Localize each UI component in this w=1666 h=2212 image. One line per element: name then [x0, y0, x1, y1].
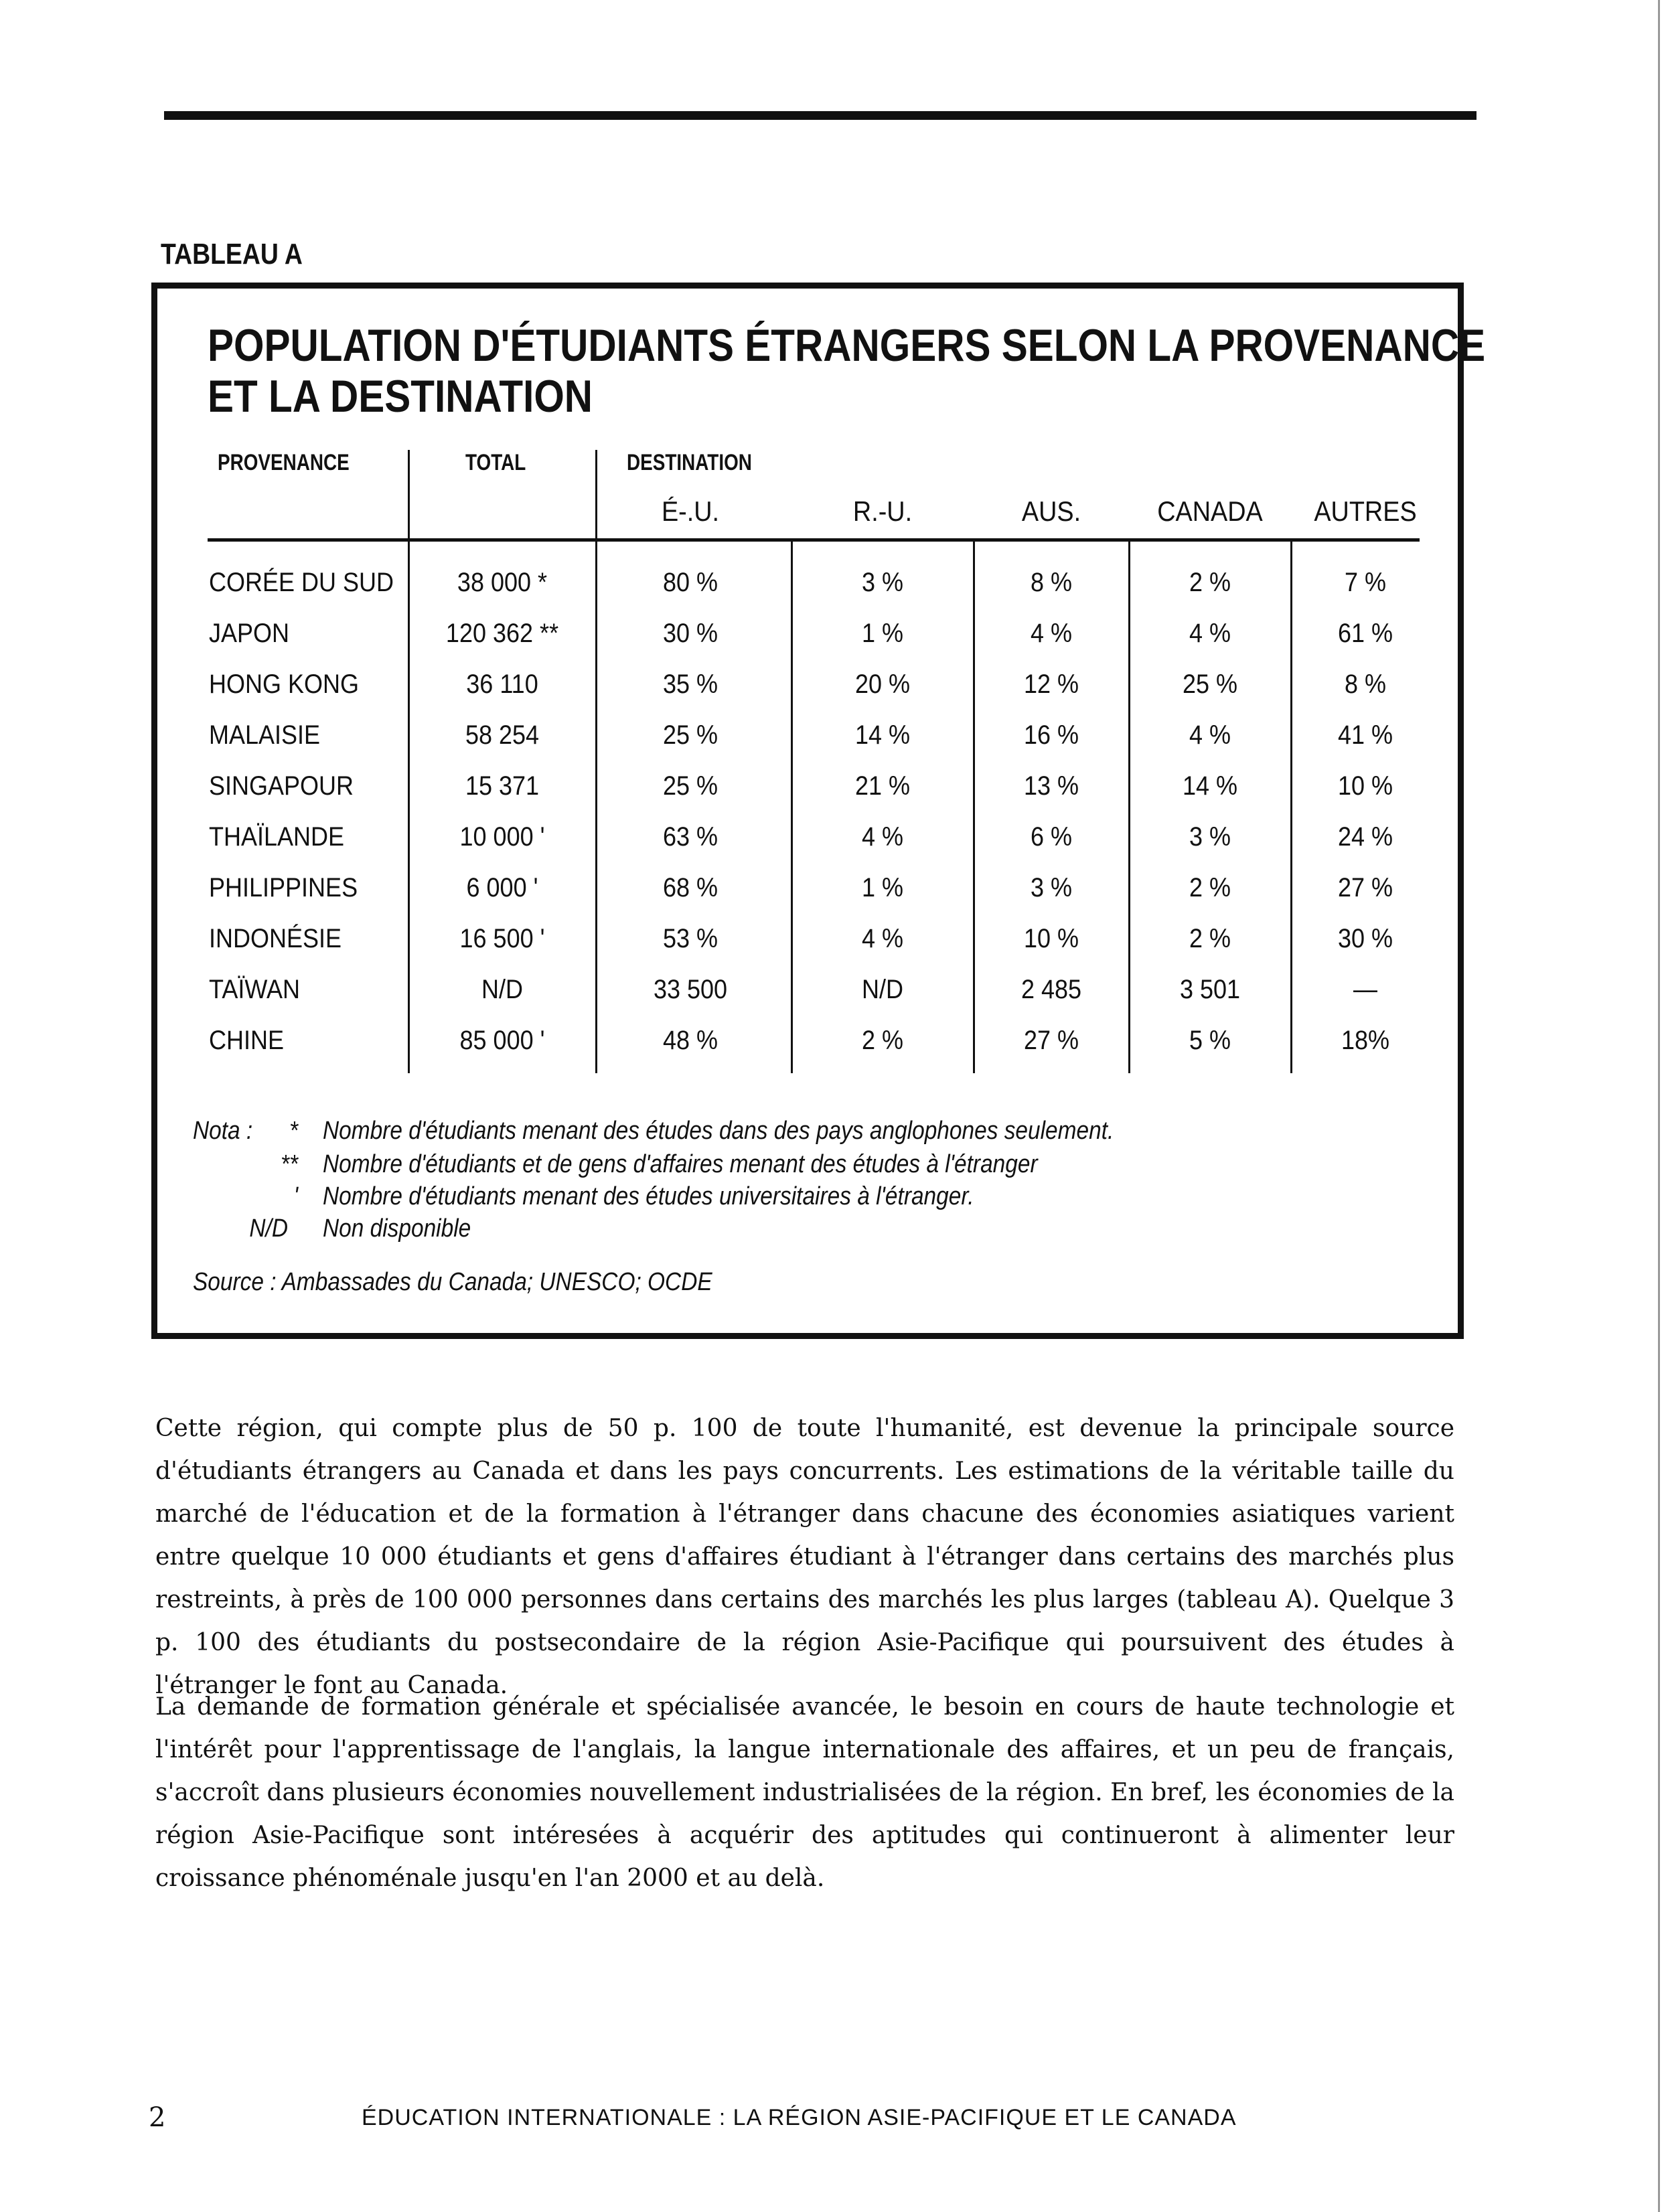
cell-eu: 25 %: [662, 771, 718, 801]
cell-provenance: HONG KONG: [209, 669, 360, 699]
running-footer: ÉDUCATION INTERNATIONALE : LA RÉGION ASIE-PACIFIQUE ET LE CANADA: [362, 2105, 1237, 2130]
cell-autres: 18%: [1341, 1026, 1390, 1055]
cell-total: 38 000 *: [457, 568, 548, 597]
cell-provenance: JAPON: [209, 619, 290, 648]
cell-eu: 68 %: [662, 873, 718, 902]
top-rule: [164, 111, 1476, 120]
cell-autres: —: [1353, 975, 1377, 1004]
cell-ru: N/D: [861, 975, 903, 1004]
header-rule: [208, 538, 1420, 542]
cell-eu: 48 %: [662, 1026, 718, 1055]
cell-total: 36 110: [466, 669, 538, 699]
cell-provenance: SINGAPOUR: [209, 771, 354, 801]
page-number: 2: [149, 2102, 166, 2133]
cell-ru: 14 %: [854, 720, 911, 750]
table-row: [0, 659, 1666, 710]
header-destination: DESTINATION: [627, 450, 752, 475]
header-total: TOTAL: [465, 450, 526, 475]
body-paragraph: Cette région, qui compte plus de 50 p. 100 de toute l'humanité, est devenue la principale source d'étudiants étrangers au Canada et dans les pays concurrents. Les estimations de la véritable taille du marché de l'éducation et de la formation à l'étranger dans chacune des économies asiatiques varient entre quelque 10 000 étudiants et gens d'affaires étudiant à l'étranger dans certains des marchés plus restreints, à près de 100 000 personnes dans certains des marchés les plus larges (tableau A). Quelque 3 p. 100 des étudiants du postsecondaire de la région Asie-Pacifique qui poursuivent des études à l'étranger le font au Canada.: [155, 1415, 1454, 1699]
header-autres: AUTRES: [1314, 495, 1417, 527]
cell-total: 85 000 ': [459, 1026, 545, 1055]
cell-autres: 24 %: [1337, 822, 1393, 852]
cell-aus: 13 %: [1023, 771, 1079, 801]
cell-provenance: CHINE: [209, 1026, 285, 1055]
cell-canada: 3 501: [1179, 975, 1241, 1004]
cell-canada: 2 %: [1189, 568, 1231, 597]
cell-aus: 10 %: [1023, 924, 1079, 953]
cell-ru: 4 %: [861, 924, 904, 953]
cell-eu: 35 %: [662, 669, 718, 699]
cell-eu: 80 %: [662, 568, 718, 597]
note-text: Nombre d'étudiants et de gens d'affaires menant des études à l'étranger: [323, 1150, 1038, 1178]
cell-aus: 12 %: [1023, 669, 1079, 699]
table-row: [0, 557, 1666, 608]
cell-eu: 25 %: [662, 720, 718, 750]
cell-autres: 8 %: [1344, 669, 1387, 699]
body-paragraph: La demande de formation générale et spécialisée avancée, le besoin en cours de haute technologie et l'intérêt pour l'apprentissage de l'anglais, la langue internationale des affaires, et un peu de français, s'accroît dans plusieurs économies nouvellement industrialisées de la région. En bref, les économies de la région Asie-Pacifique sont intéresées à acquérir des aptitudes qui continueront à alimenter leur croissance phénoménale jusqu'en l'an 2000 et au delà.: [155, 1693, 1454, 1892]
cell-autres: 7 %: [1344, 568, 1387, 597]
table-row: [0, 913, 1666, 964]
table-row: [0, 964, 1666, 1015]
cell-aus: 3 %: [1030, 873, 1073, 902]
cell-eu: 33 500: [653, 975, 728, 1004]
cell-ru: 3 %: [861, 568, 904, 597]
cell-total: 10 000 ': [459, 822, 545, 852]
cell-canada: 2 %: [1189, 924, 1231, 953]
table-row: [0, 862, 1666, 913]
cell-canada: 5 %: [1189, 1026, 1231, 1055]
cell-canada: 2 %: [1189, 873, 1231, 902]
table-label: TABLEAU A: [161, 238, 303, 270]
cell-provenance: TAÏWAN: [209, 975, 300, 1004]
cell-ru: 2 %: [861, 1026, 904, 1055]
column-divider: [595, 450, 597, 542]
cell-ru: 21 %: [854, 771, 911, 801]
header-eu: É-.U.: [661, 495, 720, 527]
table-row: [0, 710, 1666, 761]
table-title: [208, 320, 1486, 422]
cell-provenance: PHILIPPINES: [209, 873, 358, 902]
header-aus: AUS.: [1021, 495, 1081, 527]
cell-autres: 27 %: [1337, 873, 1393, 902]
cell-total: N/D: [481, 975, 523, 1004]
scan-edge: [1658, 0, 1660, 2212]
cell-eu: 30 %: [662, 619, 718, 648]
cell-autres: 10 %: [1337, 771, 1393, 801]
note-mark: N/D: [249, 1214, 288, 1243]
note-text: Non disponible: [323, 1214, 471, 1243]
header-canada: CANADA: [1157, 495, 1263, 527]
cell-aus: 16 %: [1023, 720, 1079, 750]
table-title-line2: ET LA DESTINATION: [208, 371, 593, 422]
table-row: [0, 761, 1666, 811]
cell-aus: 27 %: [1023, 1026, 1079, 1055]
cell-autres: 61 %: [1337, 619, 1393, 648]
note-mark: ': [293, 1182, 298, 1210]
cell-canada: 4 %: [1189, 720, 1231, 750]
cell-provenance: CORÉE DU SUD: [209, 568, 394, 597]
cell-autres: 30 %: [1337, 924, 1393, 953]
nota-label: Nota :: [193, 1117, 253, 1145]
cell-total: 16 500 ': [459, 924, 545, 953]
cell-canada: 25 %: [1182, 669, 1238, 699]
cell-autres: 41 %: [1337, 720, 1393, 750]
cell-ru: 1 %: [861, 619, 904, 648]
cell-ru: 20 %: [854, 669, 911, 699]
cell-total: 120 362 **: [445, 619, 559, 648]
note-mark: **: [280, 1150, 298, 1178]
cell-ru: 4 %: [861, 822, 904, 852]
header-provenance: PROVENANCE: [218, 450, 350, 475]
cell-provenance: INDONÉSIE: [209, 924, 342, 953]
note-mark: *: [289, 1117, 298, 1145]
cell-aus: 2 485: [1020, 975, 1082, 1004]
cell-canada: 4 %: [1189, 619, 1231, 648]
table-source: Source : Ambassades du Canada; UNESCO; OCDE: [193, 1268, 712, 1296]
note-text: Nombre d'étudiants menant des études universitaires à l'étranger.: [323, 1182, 974, 1210]
cell-aus: 4 %: [1030, 619, 1073, 648]
cell-total: 6 000 ': [466, 873, 538, 902]
column-divider: [408, 450, 410, 542]
cell-provenance: MALAISIE: [209, 720, 321, 750]
cell-total: 58 254: [465, 720, 540, 750]
cell-eu: 63 %: [662, 822, 718, 852]
note-text: Nombre d'étudiants menant des études dans des pays anglophones seulement.: [323, 1117, 1114, 1145]
cell-aus: 8 %: [1030, 568, 1073, 597]
table-title-line1: POPULATION D'ÉTUDIANTS ÉTRANGERS SELON LA PROVENANCE: [208, 320, 1486, 371]
cell-total: 15 371: [465, 771, 540, 801]
cell-eu: 53 %: [662, 924, 718, 953]
header-ru: R.-U.: [852, 495, 913, 527]
table-row: [0, 811, 1666, 862]
cell-provenance: THAÏLANDE: [209, 822, 345, 852]
cell-aus: 6 %: [1030, 822, 1073, 852]
table-row: [0, 1015, 1666, 1066]
cell-ru: 1 %: [861, 873, 904, 902]
cell-canada: 14 %: [1182, 771, 1238, 801]
cell-canada: 3 %: [1189, 822, 1231, 852]
table-row: [0, 608, 1666, 659]
